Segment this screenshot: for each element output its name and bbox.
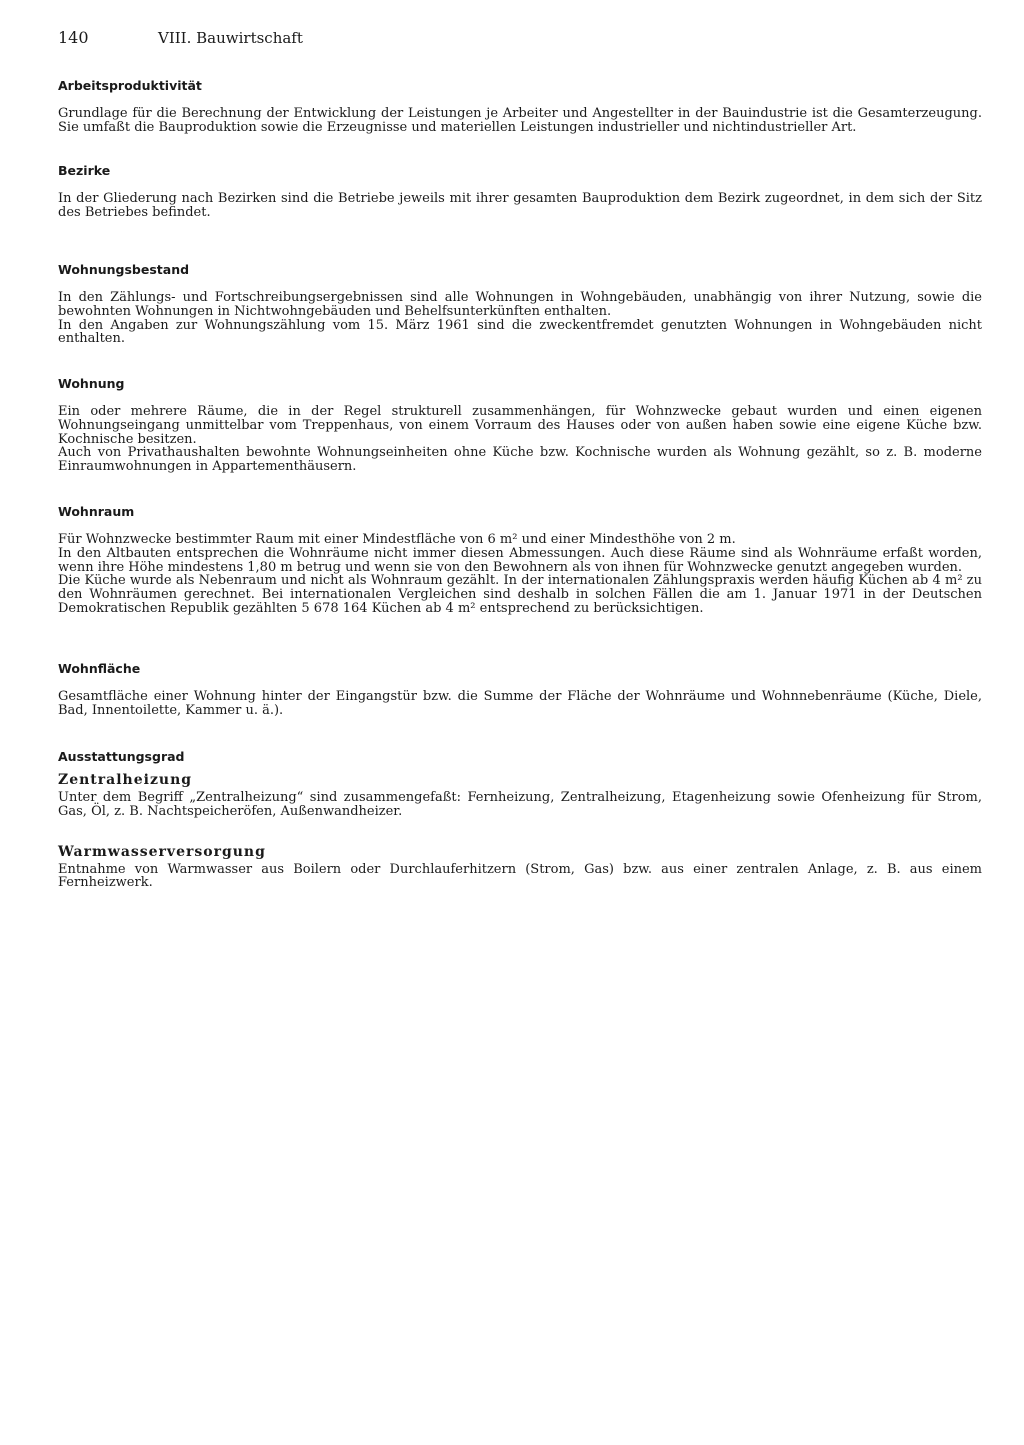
- paragraph: In den Altbauten entsprechen die Wohnräume nicht immer diesen Abmessungen. Auch diese Räume sind als Wohnräume erfaßt worden, wenn ihre Höhe mindestens 1,80 m betrug und wenn sie von den Bewohnern als von ihnen für Wohnzwecke genutzt angegeben wurden.: [58, 545, 982, 575]
- section-heading: Wohnfläche: [58, 661, 141, 676]
- paragraph: Unter dem Begriff „Zentralheizung“ sind zusammengefaßt: Fernheizung, Zentralheizung, Etagenheizung sowie Ofenheizung für Strom, Gas, Öl, z. B. Nachtspeicheröfen, Außenwandheizer.: [58, 790, 982, 819]
- paragraph: Gesamtfläche einer Wohnung hinter der Eingangstür bzw. die Summe der Fläche der Wohnräume und Wohnnebenräume (Küche, Diele, Bad, Innentoilette, Kammer u. ä.).: [58, 689, 982, 718]
- paragraph: In den Angaben zur Wohnungszählung vom 15. März 1961 sind die zweckentfremdet genutzten Wohnungen in Wohngebäuden nicht enthalten.: [58, 317, 982, 347]
- paragraph: In den Zählungs- und Fortschreibungsergebnissen sind alle Wohnungen in Wohngebäuden, unabhängig von ihrer Nutzung, sowie die bewohnten Wohnungen in Nichtwohngebäuden und Behelfsunterkünften enthalten.: [58, 290, 982, 319]
- section-wohnflaeche: [58, 661, 982, 718]
- section-wohnungsbestand: [58, 262, 982, 346]
- section-wohnraum: [58, 504, 982, 616]
- section-heading: Wohnung: [58, 376, 125, 391]
- section-wohnung: [58, 376, 982, 474]
- paragraph: Ein oder mehrere Räume, die in der Regel strukturell zusammenhängen, für Wohnzwecke gebaut wurden und einen eigenen Wohnungseingang unmittelbar vom Treppenhaus, von einem Vorraum des Hauses oder von außen haben sowie eine eigene Küche bzw. Kochnische besitzen.: [58, 404, 982, 447]
- paragraph: Auch von Privathaushalten bewohnte Wohnungseinheiten ohne Küche bzw. Kochnische wurden als Wohnung gezählt, so z. B. moderne Einraumwohnungen in Appartementhäusern.: [58, 445, 982, 475]
- paragraph: Für Wohnzwecke bestimmter Raum mit einer Mindestfläche von 6 m² und einer Mindesthöhe von 2 m.: [58, 532, 736, 547]
- section-heading: Arbeitsproduktivität: [58, 78, 202, 93]
- section-ausstattungsgrad: [58, 749, 982, 890]
- paragraph: Grundlage für die Berechnung der Entwicklung der Leistungen je Arbeiter und Angestellter in der Bauindustrie ist die Gesamterzeugung. Sie umfaßt die Bauproduktion sowie die Erzeugnisse und materiellen Leistungen industrieller und nichtindustrieller Art.: [58, 106, 982, 135]
- paragraph: Die Küche wurde als Nebenraum und nicht als Wohnraum gezählt. In der internationalen Zählungspraxis werden häufig Küchen ab 4 m² zu den Wohnräumen gerechnet. Bei internationalen Vergleichen sind deshalb in solchen Fällen die am 1. Januar 1971 in der Deutschen Demokratischen Republik gezählten 5 678 164 Küchen ab 4 m² entsprechend zu berücksichtigen.: [58, 573, 982, 616]
- section-heading: Wohnraum: [58, 504, 135, 519]
- section-arbeitsproduktivitaet: [58, 78, 982, 135]
- document-page: [58, 28, 982, 891]
- chapter-title: VIII. Bauwirtschaft: [158, 29, 303, 47]
- running-header: [58, 28, 982, 54]
- section-heading: Ausstattungsgrad: [58, 749, 185, 764]
- subsection-title: Warmwasserversorgung: [58, 843, 266, 860]
- paragraph: Entnahme von Warmwasser aus Boilern oder Durchlauferhitzern (Strom, Gas) bzw. aus einer zentralen Anlage, z. B. aus einem Fernheizwerk.: [58, 861, 982, 891]
- page-number: 140: [58, 28, 89, 47]
- section-heading: Wohnungsbestand: [58, 262, 190, 277]
- section-heading: Bezirke: [58, 163, 111, 178]
- subsection-title: Zentralheizung: [58, 772, 193, 788]
- paragraph: In der Gliederung nach Bezirken sind die Betriebe jeweils mit ihrer gesamten Bauproduktion dem Bezirk zugeordnet, in dem sich der Sitz des Betriebes befindet.: [58, 191, 982, 220]
- section-bezirke: [58, 163, 982, 220]
